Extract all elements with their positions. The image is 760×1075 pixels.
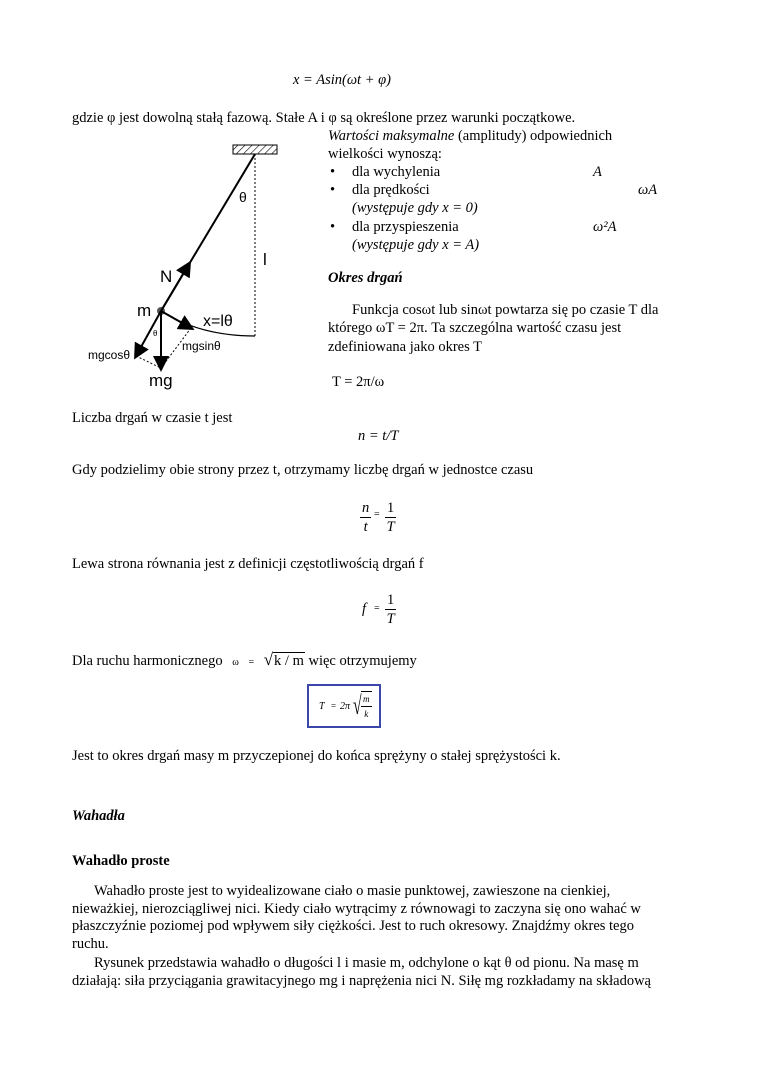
harmonic-pre: Dla ruchu harmonicznego — [72, 653, 223, 669]
equals-sign: = — [248, 657, 255, 668]
amp-label: dla prędkości — [352, 182, 430, 198]
equals-sign: = — [374, 603, 380, 614]
bullet-icon: • — [330, 182, 336, 198]
radicand: k / m — [274, 653, 304, 669]
ceiling-support — [233, 145, 277, 154]
fraction-denominator: t — [363, 519, 368, 535]
harmonic-text — [72, 650, 417, 670]
period-heading: Okres drgań — [328, 270, 403, 286]
fraction-denominator: T — [386, 519, 395, 535]
tangential-arrow — [161, 311, 191, 328]
length-label: l — [263, 250, 267, 269]
period-text-2: którego ωT = 2π. Ta szczególna wartość czasu jest — [328, 320, 622, 336]
fraction-denominator: T — [386, 611, 395, 627]
amplitudes-intro: Wartości maksymalne (amplitudy) odpowiednich — [328, 128, 613, 144]
top-formula: x = Asin(ωt + φ) — [293, 72, 391, 88]
paragraph-1: Wahadło proste jest to wyidealizowane ciało o masie punktowej, zawieszone na cienkiej, nieważkiej, nierozciągliwej nici. Kiedy ciało wytrącimy z równowagi to zaczyna się ono wahać w płaszczyźnie poziomej pod wpływem siły ciężkości. Jest to ruch okresowy. Znajdźmy okres tego ruchu. — [72, 883, 641, 952]
boxed-T: T — [319, 701, 325, 712]
divide-text: Gdy podzielimy obie strony przez t, otrzymamy liczbę drgań w jednostce czasu — [72, 462, 534, 478]
paragraph-2: Rysunek przedstawia wahadło o długości l i masie m, odchylone o kąt θ od pionu. Na masę m działają: siła przyciągania grawitacyjnego mg i naprężenia nici N. Siłę mg rozkładamy na składową — [72, 955, 651, 989]
count-formula: n = t/T — [358, 428, 399, 444]
amp-label: dla wychylenia — [352, 164, 441, 180]
period-formula: T = 2π/ω — [332, 374, 385, 390]
spring-text: Jest to okres drgań masy m przyczepionej do końca sprężyny o stałej sprężystości k. — [72, 748, 561, 764]
amp-value: A — [593, 164, 602, 180]
theta-label: θ — [239, 189, 247, 205]
phase-text: gdzie φ jest dowolną stałą fazową. Stałe A i φ są określone przez warunki początkowe. — [72, 110, 576, 126]
subsection-heading: Wahadło proste — [72, 853, 170, 869]
harmonic-post: więc otrzymujemy — [308, 653, 417, 669]
amp-note: (występuje gdy x = A) — [352, 237, 480, 253]
amplitudes-intro-2: wielkości wynoszą: — [328, 146, 442, 162]
boxed-fraction — [361, 691, 372, 721]
equals-sign: = — [374, 509, 380, 520]
boxed-coef: 2π — [340, 701, 351, 712]
amp-value: ω²A — [593, 219, 617, 235]
period-text-3: zdefiniowana jako okres T — [328, 339, 482, 355]
mgcos-label: mgcosθ — [88, 348, 131, 362]
frequency-text: Lewa strona równania jest z definicji częstotliwością drgań f — [72, 556, 424, 572]
mass-label: m — [137, 301, 152, 320]
count-text: Liczba drgań w czasie t jest — [72, 410, 233, 426]
sqrt-icon: √ — [263, 650, 274, 669]
period-text-1: Funkcja cosωt lub sinωt powtarza się po czasie T dla — [352, 302, 659, 318]
amp-value: ωA — [638, 182, 658, 198]
amp-note: (występuje gdy x = 0) — [352, 200, 478, 216]
weight-label: mg — [149, 371, 173, 390]
frequency-symbol: f — [362, 601, 367, 617]
fraction-1-T — [385, 500, 396, 536]
equals-sign: = — [331, 701, 337, 711]
fraction-denominator: k — [364, 709, 369, 719]
fraction-numerator: 1 — [387, 500, 395, 516]
amp-label: dla przyspieszenia — [352, 219, 459, 235]
fraction-numerator: 1 — [387, 592, 395, 608]
fraction-numerator: m — [361, 692, 372, 707]
decomposition-line — [136, 356, 161, 368]
small-theta-label: θ — [153, 329, 158, 338]
fraction-1-T — [385, 592, 396, 628]
fraction-n-t — [360, 500, 371, 536]
displacement-label: x=lθ — [203, 313, 233, 330]
pendulum-diagram — [80, 140, 310, 400]
section-heading: Wahadła — [72, 808, 125, 824]
tension-label: N — [160, 267, 173, 286]
omega-symbol: ω — [232, 657, 239, 668]
sqrt-icon: √ — [353, 691, 362, 720]
mgsin-label: mgsinθ — [182, 339, 221, 353]
bullet-icon: • — [330, 219, 336, 235]
fraction-numerator: n — [362, 500, 370, 516]
period-boxed-formula — [307, 684, 381, 728]
bullet-icon: • — [330, 164, 336, 180]
